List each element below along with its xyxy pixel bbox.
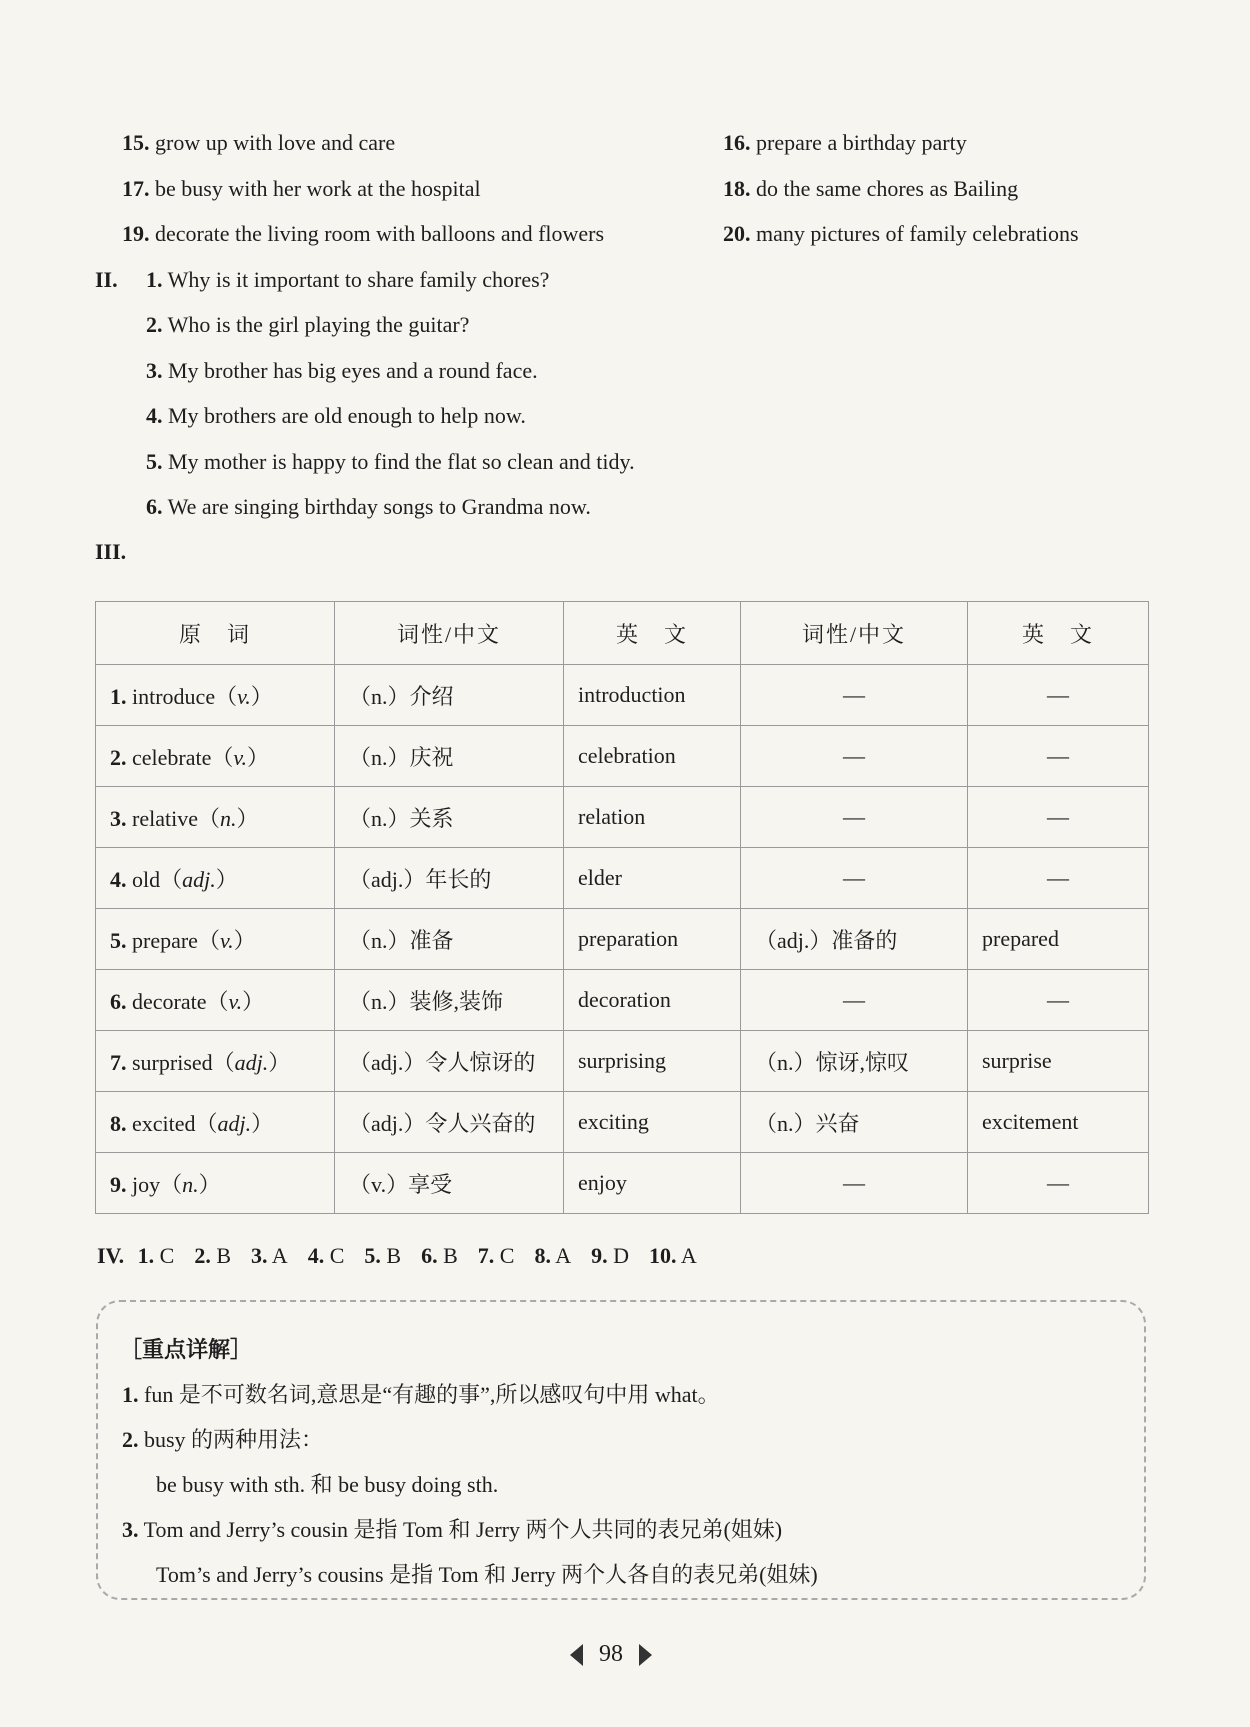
cell-pos-chinese-2: — [741,1153,968,1214]
row-number: 5. [110,927,127,953]
sentence-2 [146,310,469,340]
item-18 [723,174,1018,204]
answer-number: 2. [194,1243,211,1268]
header-pos-chinese-2: 词性/中文 [741,602,968,665]
cell-original-word: 3. relative（n.） [96,787,335,848]
cell-pos-chinese-2: — [741,726,968,787]
cell-english-2: — [968,1153,1149,1214]
cell-english: exciting [564,1092,741,1153]
item-text: prepare a birthday party [756,130,967,155]
table-row [96,1092,1149,1153]
cell-original-word: 2. celebrate（v.） [96,726,335,787]
cell-english: surprising [564,1031,741,1092]
table-row [96,1031,1149,1092]
cell-pos-chinese: （adj.）令人兴奋的 [335,1092,564,1153]
note-text: fun 是不可数名词,意思是“有趣的事”,所以感叹句中用 what。 [144,1382,720,1407]
row-number: 9. [110,1171,127,1197]
item-text: My brothers are old enough to help now. [168,403,526,428]
cell-original-word: 7. surprised（adj.） [96,1031,335,1092]
answer-number: 6. [421,1243,438,1268]
answer-number: 4. [307,1243,325,1268]
row-number: 6. [110,988,127,1014]
answer-letter: A [271,1243,288,1268]
answer-letter: C [329,1243,345,1268]
cell-english: decoration [564,970,741,1031]
note-text: be busy with sth. 和 be busy doing sth. [156,1472,499,1497]
answer-number: 10. [649,1243,677,1268]
cell-pos-chinese: （n.）庆祝 [335,726,564,787]
cell-original-word: 5. prepare（v.） [96,909,335,970]
row-number: 3. [110,805,127,831]
cell-english-2: surprise [968,1031,1149,1092]
cell-pos-chinese: （n.）装修,装饰 [335,970,564,1031]
word-forms-table [95,601,1149,1214]
item-number: 19. [122,221,150,246]
cell-pos-chinese: （n.）关系 [335,787,564,848]
item-text: We are singing birthday songs to Grandma now. [167,494,591,519]
item-text: My mother is happy to find the flat so clean and tidy. [168,449,635,474]
item-number: 2. [146,312,163,337]
note-text: busy 的两种用法： [144,1427,324,1452]
cell-original-word: 9. joy（n.） [96,1153,335,1214]
cell-pos-chinese-2: （n.）惊讶,惊叹 [741,1031,968,1092]
item-number: 6. [146,494,163,519]
answer-item [421,1243,458,1268]
cell-original-word: 1. introduce（v.） [96,665,335,726]
answer-key-iv [97,1243,717,1269]
cell-pos-chinese: （n.）准备 [335,909,564,970]
item-number: 4. [146,403,163,428]
row-number: 2. [110,744,127,770]
sentence-3 [146,356,538,386]
cell-english-2: — [968,970,1149,1031]
answer-number: 9. [591,1243,608,1268]
item-text: Why is it important to share family chores? [167,267,550,292]
answer-letter: B [443,1243,458,1268]
item-text: be busy with her work at the hospital [155,176,481,201]
cell-pos-chinese: （adj.）年长的 [335,848,564,909]
row-number: 8. [110,1110,127,1136]
item-number: 15. [122,130,150,155]
table-row [96,787,1149,848]
word: relative [132,805,198,831]
table-row [96,665,1149,726]
item-text: Who is the girl playing the guitar? [167,312,470,337]
part-of-speech: v. [233,744,248,770]
answer-item [478,1243,515,1268]
item-number: 20. [723,221,751,246]
part-of-speech: adj. [217,1110,252,1136]
word: joy [132,1171,161,1197]
cell-pos-chinese: （n.）介绍 [335,665,564,726]
item-text: decorate the living room with balloons and flowers [155,221,605,246]
part-of-speech: v. [237,683,251,709]
header-pos-chinese: 词性/中文 [335,602,564,665]
part-of-speech: adj. [234,1049,269,1075]
item-number: 3. [146,358,163,383]
cell-english-2: — [968,726,1149,787]
page-navigation [570,1641,652,1668]
word: old [132,866,161,892]
table-header-row [96,602,1149,665]
row-number: 4. [110,866,127,892]
note-text: Tom and Jerry’s cousin 是指 Tom 和 Jerry 两个人共同的表兄弟(姐妹) [143,1517,783,1542]
answer-item [649,1243,697,1268]
item-text: many pictures of family celebrations [756,221,1079,246]
key-points-title: ［重点详解］ [120,1337,253,1362]
part-of-speech: adj. [182,866,216,892]
row-number: 7. [110,1049,127,1075]
sentence-1 [146,265,549,295]
header-english-2: 英 文 [968,602,1149,665]
cell-english-2: prepared [968,909,1149,970]
row-number: 1. [110,683,127,709]
cell-pos-chinese-2: （adj.）准备的 [741,909,968,970]
cell-pos-chinese-2: — [741,665,968,726]
answer-number: 7. [477,1243,495,1268]
cell-english-2: — [968,787,1149,848]
answer-number: 5. [364,1243,381,1268]
item-15 [122,128,395,158]
cell-english: preparation [564,909,741,970]
item-text: My brother has big eyes and a round face. [168,358,538,383]
answer-letter: B [386,1243,402,1268]
note-line-1 [122,1380,720,1410]
answer-list [138,1243,717,1268]
cell-pos-chinese: （v.）享受 [335,1153,564,1214]
answer-letter: C [159,1243,175,1268]
cell-english: enjoy [564,1153,741,1214]
word: prepare [132,927,198,953]
item-17 [122,174,481,204]
part-of-speech: n. [182,1171,199,1197]
part-of-speech: v. [228,988,243,1014]
item-number: 17. [122,176,150,201]
item-19 [122,219,604,249]
table-row [96,848,1149,909]
header-original-word: 原 词 [96,602,335,665]
sentence-4 [146,401,526,431]
prev-page-icon[interactable] [570,1644,583,1666]
cell-english-2: — [968,665,1149,726]
cell-pos-chinese-2: — [741,848,968,909]
item-number: 1. [146,267,163,292]
answer-letter: A [555,1243,572,1268]
cell-original-word: 8. excited（adj.） [96,1092,335,1153]
table-row [96,909,1149,970]
cell-pos-chinese-2: — [741,970,968,1031]
answer-item [251,1243,288,1268]
item-number: 18. [723,176,751,201]
cell-pos-chinese-2: — [741,787,968,848]
section-label-iv: IV. [97,1243,125,1268]
answer-number: 1. [137,1243,155,1268]
answer-item [534,1243,571,1268]
cell-english: relation [564,787,741,848]
note-line-4 [122,1515,782,1545]
answer-letter: B [216,1243,231,1268]
answer-item [194,1243,231,1268]
sentence-5 [146,447,635,477]
note-line-5 [156,1560,818,1590]
item-text: grow up with love and care [155,130,396,155]
cell-english-2: — [968,848,1149,909]
section-label-iii: III. [95,539,127,564]
note-line-2 [122,1425,323,1455]
cell-pos-chinese-2: （n.）兴奋 [741,1092,968,1153]
part-of-speech: n. [219,805,237,831]
cell-original-word: 4. old（adj.） [96,848,335,909]
note-text: Tom’s and Jerry’s cousins 是指 Tom 和 Jerry 两个人各自的表兄弟(姐妹) [156,1562,818,1587]
word: decorate [132,988,207,1014]
item-20 [723,219,1079,249]
cell-english-2: excitement [968,1092,1149,1153]
cell-pos-chinese: （adj.）令人惊讶的 [335,1031,564,1092]
sentence-6 [146,492,591,522]
word: introduce [132,683,216,709]
next-page-icon[interactable] [639,1644,652,1666]
item-number: 16. [723,130,751,155]
page-number: 98 [599,1641,623,1667]
item-16 [723,128,967,158]
answer-letter: C [499,1243,515,1268]
cell-english: introduction [564,665,741,726]
answer-letter: D [613,1243,630,1268]
part-of-speech: v. [219,927,234,953]
note-number: 1. [122,1382,139,1407]
answer-number: 3. [251,1243,268,1268]
item-number: 5. [146,449,163,474]
answer-item [138,1243,175,1268]
answer-item [308,1243,345,1268]
note-line-3 [156,1470,498,1500]
note-number: 3. [122,1517,139,1542]
table-row [96,970,1149,1031]
item-text: do the same chores as Bailing [756,176,1019,201]
answer-number: 8. [534,1243,551,1268]
table-row [96,1153,1149,1214]
table-row [96,726,1149,787]
header-english: 英 文 [564,602,741,665]
cell-english: elder [564,848,741,909]
note-number: 2. [122,1427,139,1452]
word: excited [132,1110,196,1136]
word: surprised [132,1049,213,1075]
answer-item [364,1243,401,1268]
answer-letter: A [680,1243,697,1268]
cell-english: celebration [564,726,741,787]
answer-item [591,1243,629,1268]
section-label-ii: II. [95,267,118,292]
cell-original-word: 6. decorate（v.） [96,970,335,1031]
word: celebrate [132,744,212,770]
